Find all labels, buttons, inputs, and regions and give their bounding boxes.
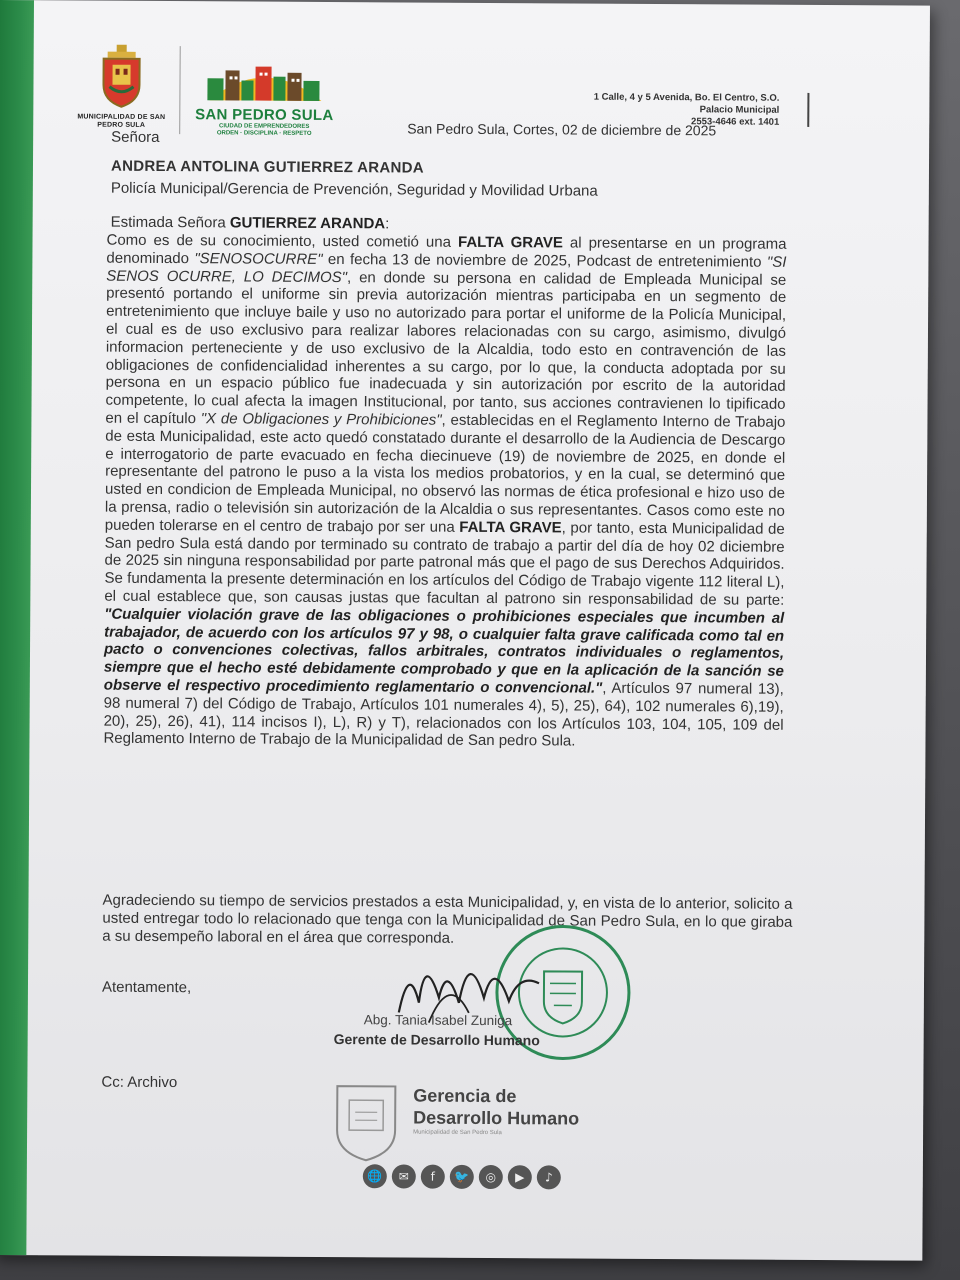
mail-icon: ✉ — [392, 1164, 416, 1188]
recipient-name: ANDREA ANTOLINA GUTIERREZ ARANDA — [110, 157, 424, 177]
city-tagline: CIUDAD DE EMPRENDEDORES — [219, 123, 310, 130]
body-paragraph-closing: Agradeciendo su tiempo de servicios prestados a esta Municipalidad, y, en vista de lo anterior, solicito a usted entregar todo lo relacionado que tenga con la Municipalidad de San Pedro Sula, en lo que giraba a su desempeño laboral en el área que corresponda. — [102, 891, 793, 947]
body-paragraph-main — [103, 232, 786, 752]
salutation: Señora — [111, 128, 160, 146]
municipality-label: MUNICIPALIDAD DE SAN PEDRO SULA — [77, 113, 166, 129]
instagram-icon: ◎ — [479, 1165, 503, 1189]
municipality-logo — [71, 42, 172, 130]
city-skyline-icon — [199, 56, 329, 103]
body-text: , establecidas en el Reglamento Interno de Trabajo de esta Municipalidad, este acto quedó constatado durante el desarrollo de la Audiencia de Descargo e interrogatorio de parte evacuado en fecha diecinueve (19) de noviembre de 2025, en donde el representante del patrono le puso a la vista los medios probatorios, y en la cual, se determinó que usted en condicion de Empleada Municipal, no observó las normas de ética profesional e hizo uso de la prensa, radio o televisión sin autorización de la Alcaldia o sus representantes. Casos como este no pueden tolerarse en el centro de trabajo por ser una — [104, 411, 786, 536]
coat-of-arms-icon — [99, 43, 143, 109]
city-name: SAN PEDRO SULA — [195, 106, 334, 125]
footer-line: Desarrollo Humano — [413, 1107, 580, 1129]
signer-title: Gerente de Desarrollo Humano — [333, 1031, 540, 1049]
body-text: al presentarse en un programa denominado — [106, 234, 787, 267]
body-text: , por tanto, esta Municipalidad de San pedro Sula está dando por terminado su contrato de trabajo a partir del día de hoy 02 diciembre de 2025 sin ninguna responsabilidad por parte patronal más que el pago de sus Derechos Adquiridos. Se fundamenta la presente determinación en los artículos del Código de Trabajo vigente 112 literal L), el cual establece que, son causas justas que facultan al patrono sin responsabilidad de su parte: — [104, 519, 785, 609]
social-icons — [363, 1164, 561, 1189]
twitter-icon: 🐦 — [450, 1165, 474, 1189]
footer-department — [413, 1085, 579, 1130]
footer-line: Gerencia de — [413, 1085, 517, 1107]
department-shield-icon — [333, 1082, 399, 1162]
cc-line: Cc: Archivo — [101, 1073, 178, 1092]
city-logo — [194, 56, 334, 138]
valediction: Atentamente, — [101, 978, 192, 997]
tiktok-icon: ♪ — [537, 1165, 561, 1189]
podcast-name: "SI SENOS OCURRE, LO DECIMOS" — [106, 253, 787, 286]
recipient-department: Policía Municipal/Gerencia de Prevención, Seguridad y Movilidad Urbana — [110, 179, 598, 200]
signer-name: Abg. Tania Isabel Zuniga — [363, 1012, 513, 1029]
greeting-suffix: : — [385, 215, 390, 233]
body-text: en fecha 13 de noviembre de 2025, Podcast de entretenimiento — [322, 250, 767, 271]
body-text: Como es de su conocimiento, usted cometió una — [106, 231, 459, 251]
youtube-icon: ▶ — [508, 1165, 532, 1189]
globe-icon: 🌐 — [363, 1164, 387, 1188]
city-motto: ORDEN · DISCIPLINA · RESPETO — [216, 130, 312, 137]
header-divider — [179, 46, 181, 134]
greeting-prefix: Estimada Señora — [110, 213, 230, 232]
address-phone: 2553-4646 ext. 1401 — [691, 116, 780, 128]
falta-grave-emphasis: FALTA GRAVE — [459, 518, 562, 537]
facebook-icon: f — [421, 1165, 445, 1189]
footer-subtitle: Municipalidad de San Pedro Sula — [413, 1129, 502, 1137]
program-name: "SENOSOCURRE" — [194, 249, 323, 268]
body-text: , en donde su persona en calidad de Empleada Municipal se presentó portando el uniforme sin previa autorización mientras participaba en un segmento de entretenimiento que incluye baile y uso no autorizado para portar el uniforme de la Policía Municipal, el cual es de uso exclusivo para realizar labores relacionadas con su cargo, asimismo, divulgó informacion perteneciente y de uso exclusivo de la Alcaldia, todo esto en contravención de las obligaciones de confidencialidad inherentes a su cargo, por lo que, la conducta adoptada por su persona en un espacio público fue inadecuada y sin autorización por escrito de la autoridad competente, lo cual afecta la imagen Institucional, por tanto, sus acciones contravienen lo tipificado en el capítulo — [105, 268, 787, 428]
legal-quote: "Cualquier violación grave de las obligaciones o prohibiciones especiales que incumben al trabajador, de acuerdo con los artículos 97 y 98, o cualquier falta grave calificada como tal en pacto o convenciones colectivas, fallos arbitrales, contratos individuales o reglamentos, siempre que el hecho esté debidamente comprobado y que en la aplicación de la sanción se observe el respectivo procedimiento reglamentario o convencional." — [103, 605, 785, 697]
address-bar — [807, 93, 809, 127]
letter-date: San Pedro Sula, Cortes, 02 de diciembre de 2025 — [407, 120, 717, 139]
green-margin-strip — [0, 0, 34, 1255]
chapter-reference: "X de Obligaciones y Prohibiciones" — [200, 410, 442, 429]
falta-grave-emphasis: FALTA GRAVE — [457, 233, 563, 252]
greeting — [111, 214, 390, 233]
address-line: 1 Calle, 4 y 5 Avenida, Bo. El Centro, S.O. — [593, 91, 780, 104]
address-line: Palacio Municipal — [699, 104, 780, 116]
signature-block — [334, 1012, 634, 1049]
body-text: , Artículos 97 numeral 13), 98 numeral 7) del Código de Trabajo, Artículos 101 numerales 4), 5), 25), 64), 102 numerales 6),19), 20), 25), 26), 41), 114 incisos I), L), R) y T), relacionados con los Artículos 103, 104, 105, 109 del Reglamento Interno de Trabajo de la Municipalidad de San pedro Sula. — [103, 679, 784, 750]
greeting-surname: GUTIERREZ ARANDA — [229, 214, 386, 233]
